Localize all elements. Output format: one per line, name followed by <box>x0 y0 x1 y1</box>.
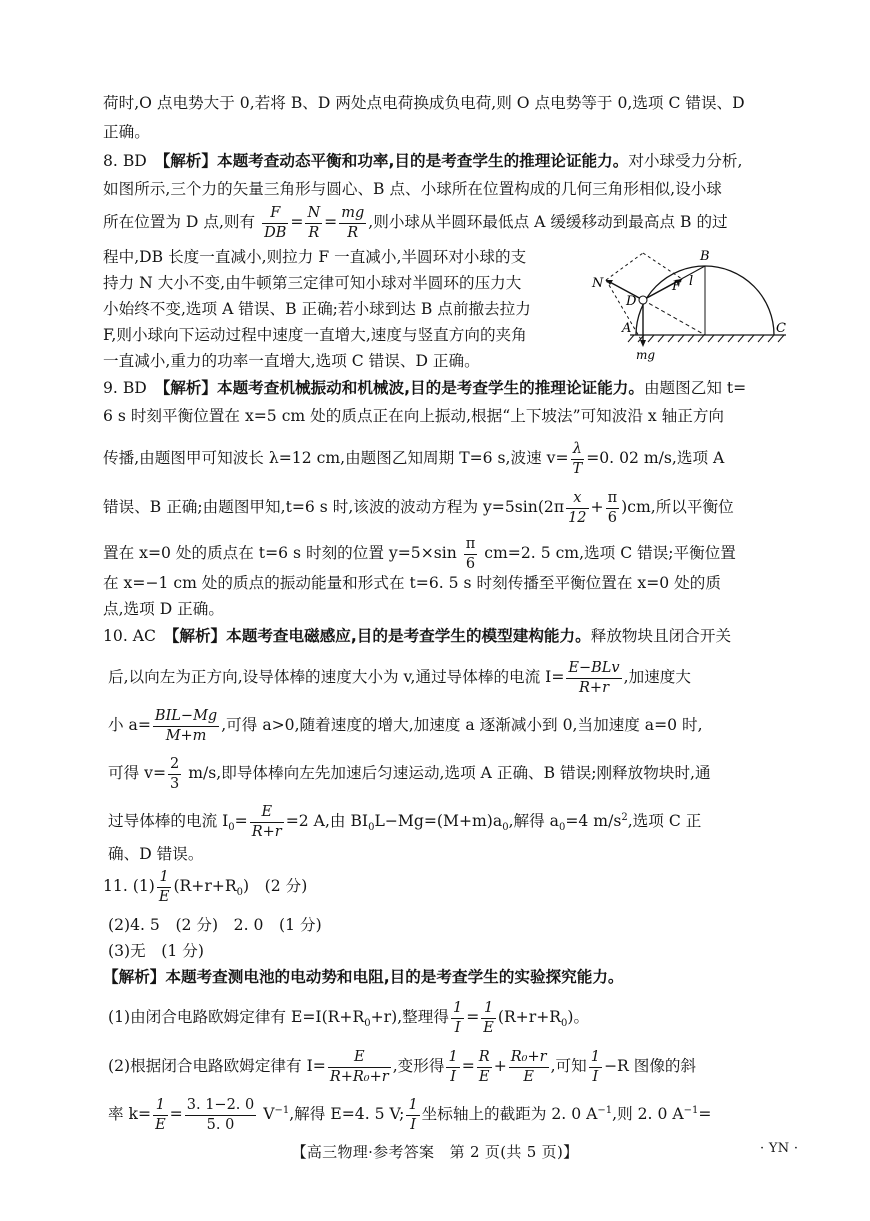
footer-mark: · YN · <box>760 1141 799 1156</box>
text-line: 【解析】本题考查测电池的电动势和电阻,目的是考查学生的实验探究能力。 <box>103 968 624 986</box>
text-line: 持力 N 大小不变,由牛顿第三定律可知小球对半圆环的压力大 <box>103 274 522 292</box>
label-D: D <box>626 294 637 309</box>
fraction: $\frac{1}{I}$ <box>408 1097 418 1133</box>
label-C: C <box>776 321 786 336</box>
text-line: (2)4. 5 (2 分) 2. 0 (1 分) <box>108 916 322 934</box>
label-F: F <box>672 279 682 294</box>
fraction: $\frac{\lambda}{T}$ <box>572 441 583 477</box>
text-line: 过导体棒的电流 $I_0=$ $\frac{E}{R+r}$ =2 A,由 $BI_0L-Mg=(M+m)a_0$,解得 $a_0=4$ $m/s^2$,选项 C 正 <box>108 804 702 840</box>
label-A: A <box>622 321 632 336</box>
text-line: 荷时,O 点电势大于 0,若将 B、D 两处点电荷换成负电荷,则 O 点电势等于 0,选项 C 错误、D <box>103 94 745 112</box>
fraction: $\frac{1}{I}$ <box>448 1049 458 1085</box>
footer-text: 【高三物理·参考答案 第 2 页(共 5 页)】 <box>291 1143 579 1161</box>
fraction: $\frac{F}{DB}$ <box>264 205 287 241</box>
fraction: $\frac{E}{R+r}$ <box>251 804 282 840</box>
question-10-head: 10. AC 【解析】本题考查电磁感应,目的是考查学生的模型建构能力。释放物块且闭合开关 <box>103 627 732 645</box>
text-line: 一直减小,重力的功率一直增大,选项 C 错误、D 正确。 <box>103 352 480 370</box>
fraction: $\frac{mg}{R}$ <box>341 205 365 241</box>
text-line: 可得 v= $\frac{2}{3}$ m/s,即导体棒向左先加速后匀速运动,选项 A 正确、B 错误;刚释放物块时,通 <box>108 756 711 792</box>
fraction: $\frac{3. 1-2. 0}{5. 0}$ <box>186 1097 255 1133</box>
question-9-head: 9. BD 【解析】本题考查机械振动和机械波,目的是考查学生的推理论证能力。由题图乙知 t= <box>103 379 747 397</box>
question-11-head: 11. (1) $\frac{1}{E}$ $(R+r+R_0)$ (2 分) <box>103 869 308 905</box>
text-line: 错误、B 正确;由题图甲知,t=6 s 时,该波的波动方程为 y=5sin(2π $\frac{x}{12}$ + $\frac{\pi}{6}$ )cm,所以平衡位 <box>103 490 734 526</box>
text-line: 所在位置为 D 点,则有 $\frac{F}{DB}$ = $\frac{N}{R}$ = $\frac{mg}{R}$ ,则小球从半圆环最低点 A 缓缓移动到最高点 B 的过 <box>103 205 728 241</box>
text-line: 如图所示,三个力的矢量三角形与圆心、B 点、小球所在位置构成的几何三角形相似,设小球 <box>103 180 722 198</box>
text-line: (1)由闭合电路欧姆定律有 $E=I(R+R_0+r)$,整理得 $\frac{1}{I}$ = $\frac{1}{E}$ $(R+r+R_0)$。 <box>108 1000 590 1036</box>
fraction: $\frac{N}{R}$ <box>307 205 321 241</box>
question-8-head: 8. BD 【解析】本题考查动态平衡和功率,目的是考查学生的推理论证能力。对小球受力分析, <box>103 152 743 170</box>
fraction: $\frac{2}{3}$ <box>170 756 180 792</box>
text-line: 小始终不变,选项 A 错误、B 正确;若小球到达 B 点前撤去拉力 <box>103 300 531 318</box>
fraction: $\frac{E}{\text{R+R₀+r}}$ <box>329 1049 389 1085</box>
semicircle-force-diagram <box>590 243 790 363</box>
text-line: 6 s 时刻平衡位置在 x=5 cm 处的质点正在向上振动,根据“上下坡法”可知波沿 x 轴正方向 <box>103 407 725 425</box>
text-line: 置在 x=0 处的质点在 t=6 s 时刻的位置 y=5×sin $\frac{\pi}{6}$ cm=2. 5 cm,选项 C 错误;平衡位置 <box>103 536 736 572</box>
label-mg: mg <box>636 348 656 362</box>
text-line: (3)无 (1 分) <box>108 942 204 960</box>
text-line: F,则小球向下运动过程中速度一直增大,速度与竖直方向的夹角 <box>103 326 527 344</box>
fraction: $\frac{1}{I}$ <box>452 1000 463 1036</box>
text-line: 确、D 错误。 <box>108 845 204 863</box>
fraction: $\frac{1}{I}$ <box>590 1049 600 1085</box>
page-footer <box>0 1141 870 1162</box>
text-line: 小 a= $\frac{\text{BIL−Mg}}{M+m}$ ,可得 a>0,随着速度的增大,加速度 a 逐渐减小到 0,当加速度 a=0 时, <box>108 708 703 744</box>
fraction: $\frac{\text{E−BLv}}{R+r}$ <box>568 660 620 696</box>
fraction: $\frac{\text{R₀+r}}{E}$ <box>510 1049 547 1085</box>
text-line: 后,以向左为正方向,设导体棒的速度大小为 v,通过导体棒的电流 I= $\frac{\text{E−BLv}}{R+r}$ ,加速度大 <box>108 660 691 696</box>
text-line: 点,选项 D 正确。 <box>103 600 224 618</box>
text-line: 正确。 <box>103 123 150 141</box>
fraction: $\frac{R}{E}$ <box>478 1049 490 1085</box>
fraction: $\frac{1}{E}$ <box>155 1097 166 1133</box>
text-line: 率 k= $\frac{1}{E}$ = $\frac{3. 1-2. 0}{5. 0}$ $V^{-1}$,解得 E=4. 5 V; $\frac{1}{I}$ 坐标轴上的截距为 2. 0 $A^{-1}$,则 2. 0 $A^{-1}=$ <box>108 1097 712 1133</box>
text-line: (2)根据闭合电路欧姆定律有 I= $\frac{E}{\text{R+R₀+r}}$ ,变形得 $\frac{1}{I}$ = $\frac{R}{E}$ + $\frac{\text{R₀+r}}{E}$ ,可知 $\frac{1}{I}$ −R 图像的斜 <box>108 1049 697 1085</box>
fraction: $\frac{\pi}{6}$ <box>465 536 476 572</box>
fraction: $\frac{1}{E}$ <box>158 869 170 905</box>
label-l: l <box>689 274 694 289</box>
label-B: B <box>700 249 710 264</box>
text-line: 在 x=−1 cm 处的质点的振动能量和形式在 t=6. 5 s 时刻传播至平衡位置在 x=0 处的质 <box>103 574 721 592</box>
fraction: $\frac{x}{12}$ <box>568 490 587 526</box>
fraction: $\frac{1}{E}$ <box>483 1000 494 1036</box>
fraction: $\frac{\pi}{6}$ <box>607 490 618 526</box>
fraction: $\frac{\text{BIL−Mg}}{M+m}$ <box>154 708 218 744</box>
text-line: 传播,由题图甲可知波长 λ=12 cm,由题图乙知周期 T=6 s,波速 v= $\frac{\lambda}{T}$ =0. 02 m/s,选项 A <box>103 441 725 477</box>
text-line: 程中,DB 长度一直减小,则拉力 F 一直减小,半圆环对小球的支 <box>103 248 527 266</box>
label-N: N <box>592 276 604 291</box>
